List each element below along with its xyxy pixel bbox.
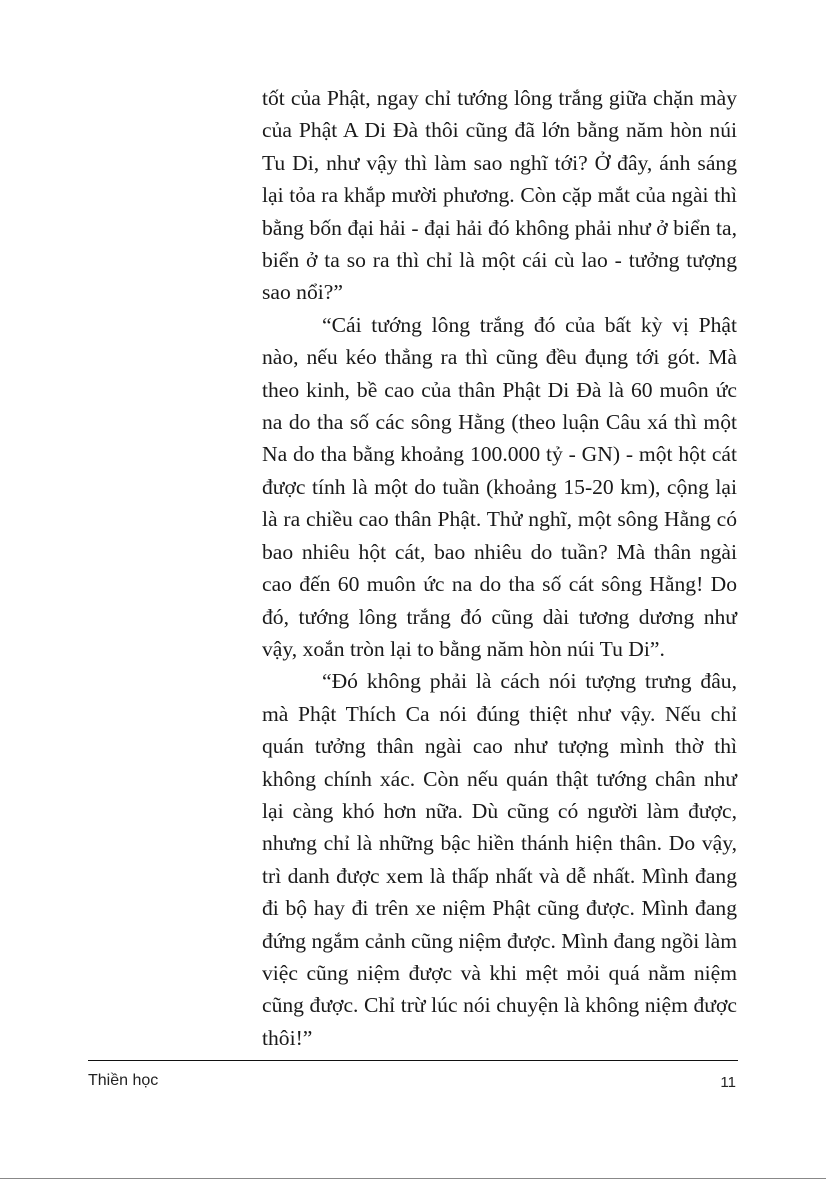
body-text xyxy=(262,82,737,1054)
page-number: 11 xyxy=(720,1074,736,1091)
page-bottom-edge xyxy=(0,1178,826,1179)
paragraph-3: “Đó không phải là cách nói tượng trưng đâu, mà Phật Thích Ca nói đúng thiệt như vậy. Nếu chỉ quán tưởng thân ngài cao như tượng mình thờ thì không chính xác. Còn nếu quán thật tướng chân như lại càng khó hơn nữa. Dù cũng có người làm được, nhưng chỉ là những bậc hiền thánh hiện thân. Do vậy, trì danh được xem là thấp nhất và dễ nhất. Mình đang đi bộ hay đi trên xe niệm Phật cũng được. Mình đang đứng ngắm cảnh cũng niệm được. Mình đang ngồi làm việc cũng niệm được và khi mệt mỏi quá nằm niệm cũng được. Chỉ trừ lúc nói chuyện là không niệm được thôi!” xyxy=(262,669,738,1050)
paragraph-2: “Cái tướng lông trắng đó của bất kỳ vị Phật nào, nếu kéo thẳng ra thì cũng đều đụng tới gót. Mà theo kinh, bề cao của thân Phật Di Đà là 60 muôn ức na do tha số các sông Hằng (theo luận Câu xá thì một Na do tha bằng khoảng 100.000 tỷ - GN) - một hột cát được tính là một do tuần (khoảng 15-20 km), cộng lại là ra chiều cao thân Phật. Thử nghĩ, một sông Hằng có bao nhiêu hột cát, bao nhiêu do tuần? Mà thân ngài cao đến 60 muôn ức na do tha số cát sông Hằng! Do đó, tướng lông trắng đó cũng dài tương dương như vậy, xoắn tròn lại to bằng năm hòn núi Tu Di”. xyxy=(262,312,737,661)
paragraph-1: tốt của Phật, ngay chỉ tướng lông trắng giữa chặn mày của Phật A Di Đà thôi cũng đã lớn bằng năm hòn núi Tu Di, như vậy thì làm sao nghĩ tới? Ở đây, ánh sáng lại tỏa ra khắp mười phương. Còn cặp mắt của ngài thì bằng bốn đại hải - đại hải đó không phải như ở biển ta, biển ở ta so ra thì chỉ là một cái cù lao - tưởng tượng sao nổi?” xyxy=(262,86,737,305)
footer-book-title: Thiền học xyxy=(88,1072,159,1089)
footer-divider xyxy=(88,1060,738,1061)
